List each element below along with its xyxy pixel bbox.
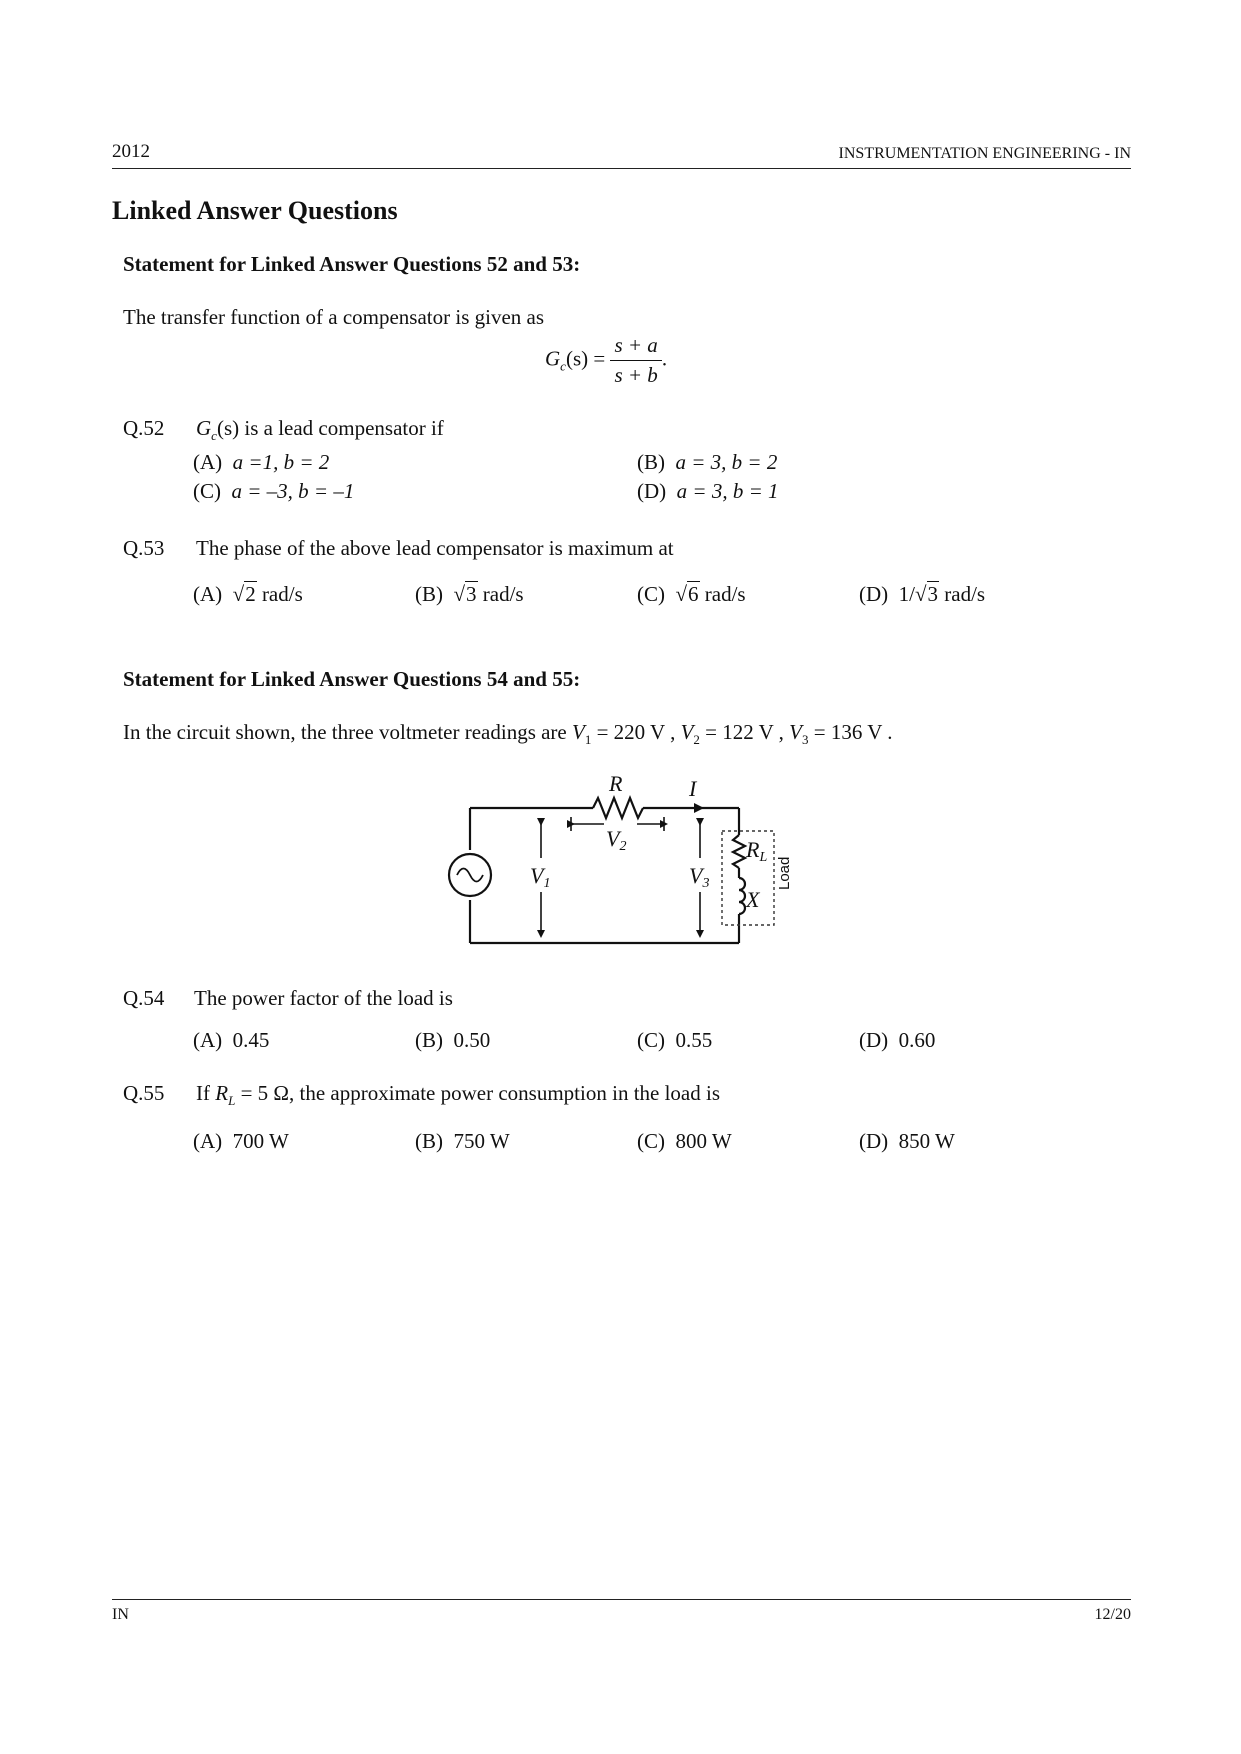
option-text: 800 W [675, 1129, 732, 1153]
option-label: (C) [637, 582, 665, 606]
label-v1-sub: 1 [543, 876, 551, 891]
v1-symbol: V [572, 720, 585, 744]
label-r: R [609, 771, 623, 796]
label-v1-symbol: V [530, 863, 544, 888]
option-label: (B) [415, 1129, 443, 1153]
q53-number: Q.53 [123, 536, 165, 560]
q52-func-sub: c [211, 428, 217, 444]
option-label: (C) [637, 1129, 665, 1153]
footer-page: 12/20 [1094, 1606, 1131, 1623]
sqrt-symbol: √2 [232, 582, 256, 606]
eq-sub: c [560, 358, 566, 374]
option-text: a = 3, b = 2 [675, 450, 778, 474]
option-label: (C) [193, 479, 221, 503]
option-text: 0.55 [675, 1028, 713, 1052]
option-unit: rad/s [482, 582, 524, 606]
option-text: 0.45 [232, 1028, 270, 1052]
header-paper: INSTRUMENTATION ENGINEERING - IN [838, 145, 1131, 162]
option-text: a = –3, b = –1 [231, 479, 355, 503]
header-year: 2012 [112, 141, 150, 162]
label-v3-symbol: V [689, 863, 703, 888]
label-v2-symbol: V [606, 826, 620, 851]
q55-stem-sub: L [228, 1093, 236, 1109]
statement-1-text: The transfer function of a compensator is given as [123, 305, 545, 329]
q55-option-c[interactable] [637, 1129, 732, 1154]
q52-func-arg: (s) [216, 416, 240, 440]
option-label: (A) [193, 450, 223, 474]
q54-option-a[interactable] [193, 1028, 269, 1053]
footer-code: IN [112, 1606, 129, 1623]
option-label: (C) [637, 1028, 665, 1052]
label-rl-symbol: R [746, 837, 760, 862]
option-label: (D) [859, 1129, 889, 1153]
option-text: 750 W [453, 1129, 510, 1153]
eq-numerator: s + a [610, 333, 661, 361]
label-v2 [606, 826, 626, 854]
q55-option-b[interactable] [415, 1129, 510, 1154]
q55-option-d[interactable] [859, 1129, 955, 1154]
label-v3-sub: 3 [702, 876, 710, 891]
q52-stem-text: is a lead compensator if [244, 416, 444, 440]
option-text: 850 W [898, 1129, 955, 1153]
v3-sub: 3 [801, 732, 809, 748]
resistor-rl [733, 835, 745, 868]
label-rl [745, 837, 767, 865]
eq-denominator: s + b [614, 363, 658, 387]
section-title: Linked Answer Questions [112, 196, 398, 225]
radicand: 2 [245, 582, 256, 606]
q54-number: Q.54 [123, 986, 165, 1010]
option-label: (A) [193, 1028, 223, 1052]
footer-rule [112, 1599, 1131, 1600]
option-label: (D) [859, 1028, 889, 1052]
label-load: Load [776, 856, 793, 890]
v2-symbol: V [680, 720, 694, 744]
v1-sub: 1 [584, 732, 592, 748]
option-prefix: 1/ [898, 582, 915, 606]
v3-symbol: V [789, 720, 802, 744]
option-label: (B) [415, 582, 443, 606]
q54-stem: The power factor of the load is [194, 986, 453, 1010]
statement-1-title: Statement for Linked Answer Questions 52 and 53: [123, 252, 581, 276]
eq-arg: (s) = [565, 346, 606, 371]
v2-sub: 2 [693, 732, 700, 748]
q55-option-a[interactable] [193, 1129, 289, 1154]
option-text: 0.60 [898, 1028, 936, 1052]
statement-2-title: Statement for Linked Answer Questions 54 and 55: [123, 667, 581, 691]
q54-option-b[interactable] [415, 1028, 490, 1053]
radicand: 3 [466, 582, 477, 606]
sqrt-symbol: √6 [675, 582, 699, 606]
q55-stem-pre: If [196, 1081, 210, 1105]
current-arrow [694, 803, 704, 813]
q54-option-c[interactable] [637, 1028, 712, 1053]
v1-value: = 220 V , [596, 720, 676, 744]
option-text: a =1, b = 2 [232, 450, 330, 474]
option-text: 700 W [232, 1129, 289, 1153]
option-label: (A) [193, 582, 223, 606]
inductor-x [739, 878, 745, 914]
eq-end: . [661, 346, 668, 371]
sqrt-symbol: √3 [453, 582, 477, 606]
v3-value: = 136 V . [813, 720, 893, 744]
resistor-r [593, 798, 643, 818]
radicand: 3 [927, 582, 939, 606]
ac-source-wave [457, 869, 483, 882]
q55-stem-post: , the approximate power consumption in the load is [289, 1081, 721, 1105]
q52-func: G [196, 416, 212, 440]
option-label: (B) [415, 1028, 443, 1052]
label-i: I [689, 776, 697, 801]
v2-value: = 122 V , [705, 720, 784, 744]
label-v2-sub: 2 [619, 839, 627, 854]
q53-stem: The phase of the above lead compensator is maximum at [196, 536, 674, 560]
label-x: X [746, 887, 760, 912]
q52-number: Q.52 [123, 416, 165, 440]
label-v1 [530, 863, 550, 891]
label-rl-sub: L [759, 850, 768, 865]
sqrt-symbol: √3 [915, 582, 939, 606]
option-text: a = 3, b = 1 [676, 479, 779, 503]
option-text: 0.50 [453, 1028, 491, 1052]
option-label: (D) [859, 582, 889, 606]
q54-option-d[interactable] [859, 1028, 935, 1053]
q55-stem [196, 1081, 720, 1109]
option-unit: rad/s [261, 582, 303, 606]
option-unit: rad/s [944, 582, 986, 606]
option-unit: rad/s [704, 582, 746, 606]
q55-number: Q.55 [123, 1081, 165, 1105]
option-label: (B) [637, 450, 665, 474]
radicand: 6 [688, 582, 699, 606]
option-label: (A) [193, 1129, 223, 1153]
eq-lhs: G [545, 346, 561, 371]
label-v3 [689, 863, 709, 891]
option-label: (D) [637, 479, 667, 503]
statement-2-lead: In the circuit shown, the three voltmeter readings are [123, 720, 567, 744]
q55-stem-val: = 5 Ω [240, 1081, 290, 1105]
q55-stem-var: R [215, 1081, 229, 1105]
